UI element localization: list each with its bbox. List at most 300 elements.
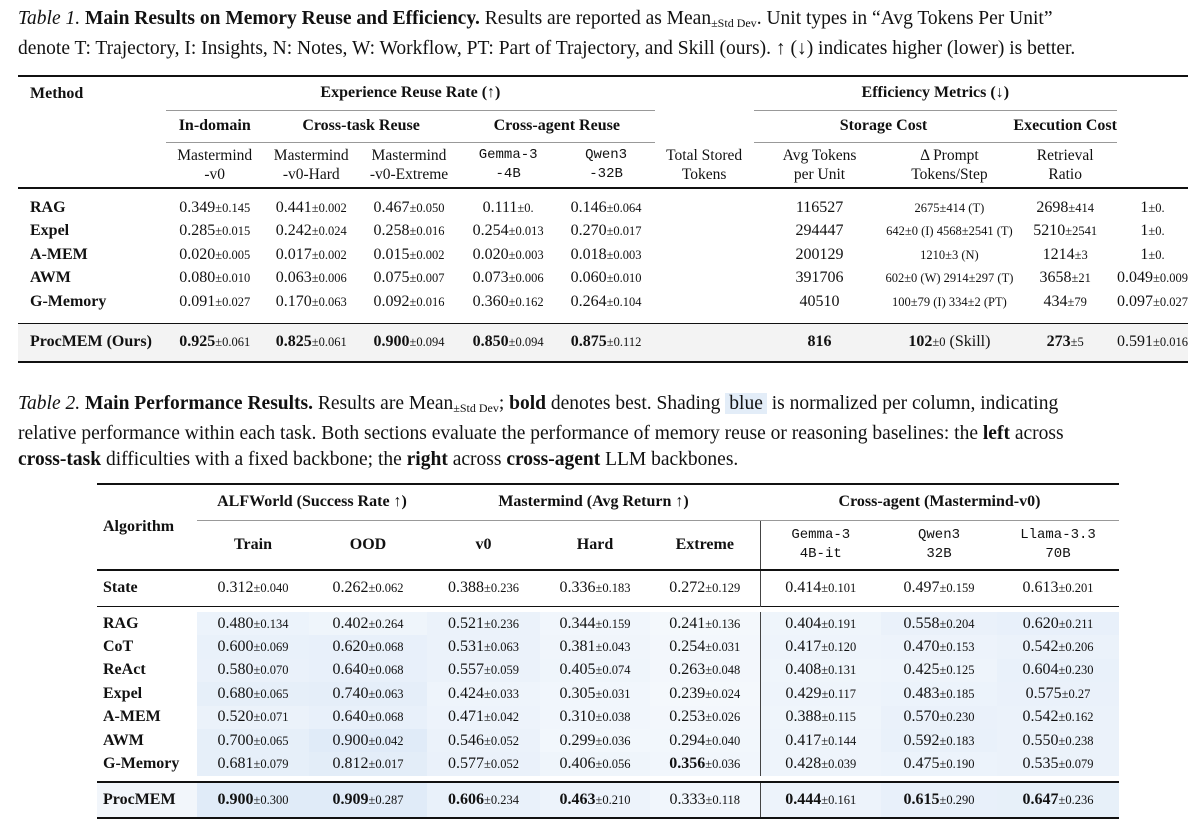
t1-value-cell [263, 324, 359, 362]
t1-spacer [655, 220, 754, 244]
t2-std: ±0.040 [705, 733, 741, 748]
t2-value-cell [997, 782, 1119, 818]
t1-stored-tokens: 40510 [799, 292, 840, 310]
t1-value-cell [557, 243, 654, 267]
t2-std: ±0.065 [253, 733, 289, 748]
t2-value-cell [881, 682, 997, 705]
t2-value-cell [760, 659, 881, 682]
t2-std: ±0.236 [484, 581, 519, 596]
t2-header-hard: Hard [576, 535, 614, 553]
t1-body [18, 188, 1188, 362]
t2-value-cell [997, 706, 1119, 729]
t2-std: ±0.024 [705, 686, 741, 701]
t2-value-cell [650, 635, 760, 658]
t1-stored-tokens: 200129 [795, 245, 844, 263]
table2-title: Main Performance Results. [85, 393, 313, 414]
t2-cap-c: denotes best. Shading [550, 393, 721, 414]
t1-header-reuse: Experience Reuse Rate (↑) [166, 76, 655, 110]
t1-std: ±0.003 [606, 247, 642, 262]
t2-algorithm-name: AWM [103, 731, 144, 749]
t1-value-cell [166, 220, 263, 244]
t2-value-cell [540, 570, 650, 606]
t1-avg-num: 102 [908, 333, 933, 351]
t2-std: ±0.079 [253, 757, 289, 772]
t2-value-cell [197, 682, 309, 705]
t1-std: ±0.016 [409, 224, 445, 239]
t1-value: 0.111 [482, 198, 518, 216]
t2-value: 0.408 [785, 661, 822, 679]
t2-value-cell [760, 612, 881, 635]
t1-value: 0.020 [472, 245, 509, 263]
t2-cap-line2: relative performance within each task. Both sections evaluate the performance of memory reuse or reasoning baselines: the [18, 423, 979, 444]
t2-value-cell [997, 729, 1119, 752]
t1-row-ours [18, 324, 1188, 362]
t1-std: ±0.094 [508, 335, 544, 350]
t1-value: 0.850 [472, 333, 509, 351]
t2-value: 0.253 [669, 708, 706, 726]
t2-value: 0.312 [217, 579, 254, 597]
t1-col3-header: Mastermind -v0-Extreme [369, 146, 449, 183]
t2-algorithm-name: ReAct [103, 661, 146, 679]
t2-value-cell [309, 752, 427, 775]
t1-row [18, 220, 1188, 244]
t2-value: 0.263 [669, 661, 706, 679]
t1-value: 1 [1140, 198, 1149, 216]
t1-value-cell [1013, 243, 1117, 267]
t1-value-cell [359, 290, 459, 314]
t2-value: 0.356 [669, 755, 706, 773]
t1-col6-header: Total Stored Tokens [666, 146, 743, 183]
t2-header-extreme: Extreme [675, 535, 734, 553]
t2-value-cell [427, 659, 540, 682]
t2-value: 0.681 [217, 755, 254, 773]
t2-std: ±0.191 [821, 616, 857, 631]
t1-value: 0.441 [275, 198, 312, 216]
t1-value: 0.349 [179, 198, 216, 216]
t1-std: ±0.094 [409, 335, 445, 350]
t2-value-cell [540, 729, 650, 752]
t1-avg-tokens [885, 267, 1013, 291]
t2-value: 0.402 [332, 614, 369, 632]
t1-value: 0.254 [472, 222, 509, 240]
t1-avg-text: 602±0 (W) 2914±297 (T) [885, 271, 1014, 286]
t1-value: 434 [1043, 292, 1068, 310]
t2-std: ±0.134 [253, 616, 289, 631]
t1-value-cell [1013, 290, 1117, 314]
t2-std: ±0.144 [821, 733, 857, 748]
t2-std: ±0.264 [368, 616, 404, 631]
t2-value: 0.640 [332, 661, 369, 679]
table1-caption [18, 6, 1188, 62]
t1-value-cell [1013, 324, 1117, 362]
t1-value-cell [459, 324, 558, 362]
t1-value: 0.270 [570, 222, 607, 240]
t2-std: ±0.211 [1058, 616, 1094, 631]
t1-std: ±79 [1067, 294, 1087, 309]
t2-value-cell [427, 782, 540, 818]
t1-col4-header: Gemma-3 -4B [478, 146, 538, 182]
t1-value-cell [1013, 220, 1117, 244]
t2-std: ±0.125 [939, 663, 975, 678]
t2-std: ±0.048 [705, 663, 741, 678]
t2-std: ±0.131 [821, 663, 857, 678]
t1-value-cell [459, 290, 558, 314]
t1-std: ±0.162 [508, 294, 544, 309]
t1-value: 0.285 [179, 222, 216, 240]
t2-row [97, 752, 1119, 775]
t2-cap-right: right [406, 449, 448, 470]
t1-value: 0.360 [472, 292, 509, 310]
t1-std: ±0.003 [508, 247, 544, 262]
t2-header-ood: OOD [349, 535, 387, 553]
t2-std: ±0.068 [368, 640, 404, 655]
t1-value-cell [459, 196, 558, 220]
t1-std: ±0.017 [606, 224, 642, 239]
t1-avg-text: 100±79 (I) 334±2 (PT) [892, 294, 1007, 309]
t2-value-cell [650, 729, 760, 752]
t1-value: 5210 [1033, 222, 1066, 240]
t1-std: ±0.015 [215, 224, 251, 239]
table1-caption-line2: denote T: Trajectory, I: Insights, N: Notes, W: Workflow, PT: Part of Trajectory, and Skill (ours). ↑ (↓) indicates higher (lower) is better. [18, 38, 1076, 59]
t2-header-algorithm: Algorithm [103, 518, 175, 535]
t2-value-cell [540, 612, 650, 635]
t2-std: ±0.300 [253, 792, 289, 807]
t1-std: ±2541 [1065, 224, 1098, 239]
t2-value-cell [997, 612, 1119, 635]
t1-value-cell [263, 243, 359, 267]
t2-value-cell [650, 706, 760, 729]
t2-value-cell [309, 782, 427, 818]
t2-cap-d: is normalized per column, indicating [771, 393, 1059, 414]
t1-std: ±0.006 [311, 271, 347, 286]
t2-std: ±0.27 [1061, 686, 1091, 701]
t2-value-cell [650, 659, 760, 682]
t1-value-cell [459, 243, 558, 267]
t1-value: 0.049 [1117, 269, 1153, 287]
t1-row [18, 196, 1188, 220]
t2-value: 0.333 [669, 790, 706, 808]
t2-value: 0.640 [332, 708, 369, 726]
t2-value: 0.575 [1025, 684, 1062, 702]
t1-method-name: Expel [30, 222, 70, 240]
t1-value: 0.591 [1117, 333, 1153, 351]
t2-std: ±0.063 [484, 640, 519, 655]
t2-value: 0.570 [903, 708, 940, 726]
t2-algorithm-name: RAG [103, 614, 139, 632]
t1-spacer [655, 196, 754, 220]
t1-std: ±0.016 [1153, 335, 1188, 350]
t2-value-cell [197, 635, 309, 658]
t1-value: 0.170 [275, 292, 312, 310]
t2-std: ±0.238 [1058, 733, 1094, 748]
t2-std: ±0.185 [939, 686, 975, 701]
t2-value-cell [197, 659, 309, 682]
t1-std: ±0.063 [311, 294, 347, 309]
t1-std: ±0.002 [409, 247, 445, 262]
t1-value-cell [1117, 196, 1188, 220]
t1-std: ±0.027 [215, 294, 251, 309]
t2-value: 0.429 [785, 684, 822, 702]
t1-value-cell [359, 324, 459, 362]
t2-header-mastermind: Mastermind (Avg Return ↑) [427, 484, 760, 520]
t2-std: ±0.038 [595, 710, 631, 725]
t2-std: ±0.026 [705, 710, 741, 725]
t2-std: ±0.183 [939, 733, 975, 748]
t1-col8-header: Δ Prompt Tokens/Step [911, 146, 988, 183]
t2-value-cell [540, 706, 650, 729]
t2-value: 0.262 [332, 579, 369, 597]
t2-header-alfworld: ALFWorld (Success Rate ↑) [197, 484, 427, 520]
t2-std: ±0.036 [595, 733, 631, 748]
t2-value: 0.900 [217, 790, 254, 808]
table1-title: Main Results on Memory Reuse and Efficiency. [85, 8, 480, 29]
t2-value: 0.405 [559, 661, 596, 679]
t2-value: 0.550 [1022, 731, 1059, 749]
t2-std: ±0.230 [939, 710, 975, 725]
t2-value: 0.900 [332, 731, 369, 749]
t1-value: 0.015 [373, 245, 410, 263]
t1-value: 0.075 [373, 269, 410, 287]
t2-value: 0.475 [903, 755, 940, 773]
t2-algorithm-name: A-MEM [103, 708, 161, 726]
t1-std: ±0.145 [215, 200, 251, 215]
t2-value: 0.254 [669, 638, 706, 656]
t2-value: 0.310 [559, 708, 596, 726]
t2-std: ±0.236 [484, 616, 519, 631]
t1-value: 0.264 [570, 292, 607, 310]
t1-value-cell [557, 290, 654, 314]
t2-row-state [97, 570, 1119, 606]
t2-std: ±0.206 [1058, 640, 1094, 655]
t1-value: 0.242 [275, 222, 312, 240]
t1-row [18, 267, 1188, 291]
t1-stored-tokens: 391706 [795, 269, 844, 287]
t1-avg-text: 642±0 (I) 4568±2541 (T) [886, 224, 1013, 239]
t2-value-cell [760, 729, 881, 752]
t2-value-cell [881, 659, 997, 682]
t2-value: 0.577 [448, 755, 484, 773]
t1-value-cell [166, 324, 263, 362]
t1-std: ±3 [1074, 247, 1088, 262]
t2-value: 0.272 [669, 579, 706, 597]
t2-value-cell [881, 729, 997, 752]
t1-method-name: G-Memory [30, 292, 107, 310]
t2-value: 0.700 [217, 731, 254, 749]
t2-value: 0.463 [559, 790, 596, 808]
t2-std: ±0.159 [595, 616, 631, 631]
t2-value: 0.606 [448, 790, 484, 808]
t2-std: ±0.059 [484, 663, 519, 678]
t2-value-cell [760, 706, 881, 729]
t1-col9-header: Retrieval Ratio [1036, 146, 1094, 183]
t2-std: ±0.190 [939, 757, 975, 772]
t2-algorithm-name: State [103, 579, 138, 597]
t2-std: ±0.153 [939, 640, 975, 655]
t2-cap-sd: ±Std Dev [453, 401, 499, 415]
t2-value: 0.546 [448, 731, 484, 749]
t2-value-cell [650, 782, 760, 818]
t2-cap-line3b: across [452, 449, 502, 470]
t2-header-gemma: Gemma-3 4B-it [760, 520, 881, 570]
t2-cap-bold: bold [509, 393, 547, 414]
t2-value: 0.480 [217, 614, 254, 632]
t2-value-cell [197, 729, 309, 752]
t1-std: ±0.104 [606, 294, 642, 309]
t2-value: 0.417 [785, 731, 822, 749]
t1-value: 273 [1046, 333, 1071, 351]
t2-value: 0.404 [785, 614, 822, 632]
t1-std: ±414 [1068, 200, 1094, 215]
t2-std: ±0.074 [595, 663, 631, 678]
t1-value-cell [1117, 243, 1188, 267]
t2-std: ±0.068 [368, 710, 404, 725]
t1-value-cell [557, 220, 654, 244]
t1-value: 1214 [1042, 245, 1075, 263]
t1-row [18, 243, 1188, 267]
t2-value: 0.592 [903, 731, 940, 749]
t1-value-cell [166, 196, 263, 220]
t1-value-cell [1117, 220, 1188, 244]
t2-std: ±0.115 [821, 710, 857, 725]
t2-std: ±0.031 [595, 686, 631, 701]
t2-value-cell [197, 752, 309, 775]
t2-row [97, 612, 1119, 635]
t2-header-crossagent: Cross-agent (Mastermind-v0) [760, 484, 1119, 520]
t2-std: ±0.162 [1058, 710, 1094, 725]
t2-std: ±0.065 [253, 686, 289, 701]
t2-std: ±0.117 [821, 686, 857, 701]
t1-std: ±0. [517, 200, 534, 215]
t2-algorithm-name: CoT [103, 638, 134, 656]
t2-value-cell [427, 570, 540, 606]
t2-value: 0.615 [903, 790, 940, 808]
t2-cap-b: ; [498, 393, 505, 414]
t2-row [97, 706, 1119, 729]
t2-value: 0.428 [785, 755, 822, 773]
t2-std: ±0.039 [821, 757, 857, 772]
t2-header-v0: v0 [475, 535, 492, 553]
t1-std: ±0.002 [311, 200, 347, 215]
t1-value: 0.258 [373, 222, 410, 240]
t2-row [97, 635, 1119, 658]
t2-std: ±0.204 [939, 616, 975, 631]
t1-value: 3658 [1039, 269, 1072, 287]
t2-value: 0.497 [903, 579, 940, 597]
t1-std: ±0.013 [508, 224, 544, 239]
t1-value-cell [1117, 267, 1188, 291]
t1-std: ±0.016 [409, 294, 445, 309]
t2-value-cell [540, 752, 650, 775]
t2-cap-crossagent: cross-agent [506, 449, 601, 470]
t2-value: 0.406 [559, 755, 596, 773]
t1-std: ±0.024 [311, 224, 347, 239]
t2-value: 0.531 [448, 638, 484, 656]
t2-value-cell [997, 659, 1119, 682]
t1-value-cell [359, 243, 459, 267]
t1-std: ±0. [1148, 247, 1165, 262]
table2-label: Table 2. [18, 393, 81, 414]
t2-value-cell [197, 706, 309, 729]
t2-std: ±0.201 [1058, 581, 1094, 596]
t2-std: ±0.071 [253, 710, 289, 725]
t1-avg-tokens [885, 243, 1013, 267]
t1-avg-tokens [885, 220, 1013, 244]
t2-value-cell [427, 706, 540, 729]
t1-value-cell [557, 196, 654, 220]
t1-value: 0.146 [570, 198, 607, 216]
t1-avg-tokens [885, 290, 1013, 314]
t2-value-cell [197, 782, 309, 818]
t1-stored-tokens: 816 [754, 324, 886, 362]
t1-std: ±0. [1148, 224, 1165, 239]
t1-value-cell [166, 243, 263, 267]
t2-std: ±0.031 [705, 640, 741, 655]
t2-value: 0.444 [785, 790, 822, 808]
t1-value: 0.825 [275, 333, 312, 351]
t2-value: 0.558 [903, 614, 940, 632]
t1-avg-unit: (Skill) [949, 333, 991, 351]
t2-cap-blue: blue [725, 393, 767, 414]
t2-std: ±0.068 [368, 663, 404, 678]
table2-caption [18, 391, 1188, 473]
t1-value: 0.097 [1117, 292, 1153, 310]
t2-std: ±0.118 [705, 792, 741, 807]
t2-value: 0.557 [448, 661, 484, 679]
t2-value: 0.812 [332, 755, 369, 773]
t1-std: ±0.112 [606, 335, 642, 350]
t2-std: ±0.063 [368, 686, 404, 701]
t1-std: ±0. [1148, 200, 1165, 215]
t1-avg-text: 2675±414 (T) [914, 200, 985, 215]
t2-header-llama: Llama-3.3 70B [1020, 526, 1096, 562]
t2-std: ±0.069 [253, 640, 289, 655]
table1-caption-text: Results are reported as Mean [484, 8, 712, 29]
t1-value-cell [263, 267, 359, 291]
t2-value: 0.620 [332, 638, 369, 656]
t1-value: 0.063 [275, 269, 312, 287]
t2-value: 0.336 [559, 579, 596, 597]
t1-method-name: ProcMEM (Ours) [18, 324, 166, 362]
t1-std: ±0.010 [215, 271, 251, 286]
t1-value-cell [459, 220, 558, 244]
t2-std: ±0.052 [484, 757, 519, 772]
t2-value-cell [881, 570, 997, 606]
t2-value-cell [760, 570, 881, 606]
t2-value-cell [650, 612, 760, 635]
t2-cap-line3c: LLM backbones. [605, 449, 739, 470]
t1-value-cell [557, 267, 654, 291]
t1-subheader-row [18, 142, 1188, 188]
t2-algorithm-name: G-Memory [103, 755, 180, 773]
t1-value: 0.060 [570, 269, 607, 287]
t2-std: ±0.230 [1058, 663, 1094, 678]
t2-std: ±0.079 [1058, 757, 1094, 772]
t1-value-cell [359, 196, 459, 220]
t2-std: ±0.101 [821, 581, 857, 596]
t2-std: ±0.033 [484, 686, 519, 701]
t1-avg-sd: ±0 [932, 335, 946, 350]
t2-value-cell [309, 570, 427, 606]
t2-std: ±0.042 [484, 710, 519, 725]
t1-value: 1 [1140, 222, 1149, 240]
t1-col5-header: Qwen3 -32B [585, 146, 628, 182]
t1-header-crosstask: Cross-task Reuse [263, 110, 459, 142]
t1-std: ±0.061 [311, 335, 347, 350]
t2-std: ±0.234 [484, 792, 519, 807]
t2-value: 0.425 [903, 661, 940, 679]
t2-std: ±0.040 [253, 581, 289, 596]
t1-method-name: AWM [30, 269, 71, 287]
